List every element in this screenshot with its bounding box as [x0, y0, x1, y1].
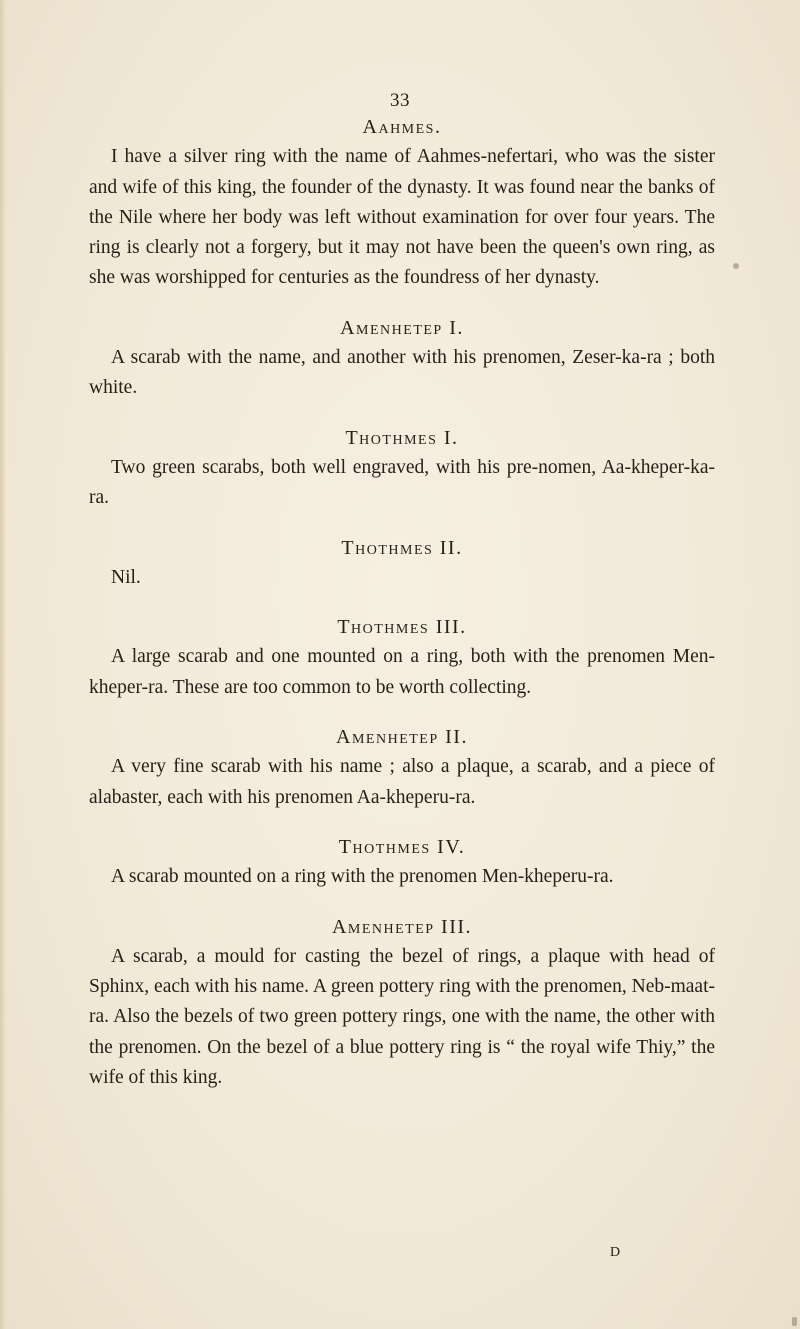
- section-text: A very fine scarab with his name ; also a plaque, a scarab, and a piece of alabaster, each with his prenomen Aa-kheperu-ra.: [89, 756, 715, 808]
- section-heading: Thothmes I.: [345, 426, 459, 449]
- section-heading: Amenhetep I.: [340, 316, 464, 339]
- section-thothmes-iv: [89, 832, 715, 893]
- section-amenhetep-iii: [89, 912, 715, 1094]
- section-text: Nil.: [111, 566, 141, 588]
- section-thothmes-iii: [89, 612, 715, 703]
- section-text: A scarab mounted on a ring with the prenomen Men-kheperu-ra.: [111, 866, 614, 888]
- section-heading: Aahmes.: [362, 116, 442, 138]
- signature-mark: D: [610, 1245, 622, 1260]
- section-heading: Thothmes IV.: [338, 835, 466, 858]
- paper-speck: [792, 1317, 797, 1326]
- section-amenhetep-i: [89, 313, 715, 404]
- section-heading: Thothmes III.: [337, 616, 467, 639]
- section-thothmes-ii: [89, 533, 715, 594]
- section-heading: Amenhetep III.: [331, 915, 473, 938]
- section-thothmes-i: [89, 423, 715, 514]
- page-body: [89, 88, 715, 1093]
- section-aahmes: [89, 112, 715, 294]
- section-text: A scarab, a mould for casting the bezel of rings, a plaque with head of Sphinx, each with his name. A green pottery ring with the prenomen, Neb-maat-ra. Also the bezels of two green pottery rings, one with the name, the other with the prenomen. On the bezel of a blue pottery ring is “ the royal wife Thiy,” the wife of this king.: [89, 945, 715, 1089]
- page-edge-shadow: [0, 0, 6, 1329]
- section-text: Two green scarabs, both well engraved, with his pre-nomen, Aa-kheper-ka-ra.: [89, 456, 715, 509]
- section-amenhetep-ii: [89, 722, 715, 813]
- section-text: A large scarab and one mounted on a ring, both with the prenomen Men-kheper-ra. These are too common to be worth collecting.: [89, 646, 715, 698]
- section-text: A scarab with the name, and another with his prenomen, Zeser-ka-ra ; both white.: [89, 347, 715, 399]
- section-heading: Amenhetep II.: [336, 726, 468, 749]
- section-text: I have a silver ring with the name of Aahmes-nefertari, who was the sister and wife of this king, the founder of the dynasty. It was found near the banks of the Nile where her body was left without examination for over four years. The ring is clearly not a forgery, but it may not have been the queen's own ring, as she was worshipped for centuries as the foundress of her dynasty.: [89, 146, 715, 289]
- paper-speck: [733, 263, 739, 269]
- page-number: 33: [390, 90, 410, 111]
- section-heading: Thothmes II.: [341, 536, 463, 559]
